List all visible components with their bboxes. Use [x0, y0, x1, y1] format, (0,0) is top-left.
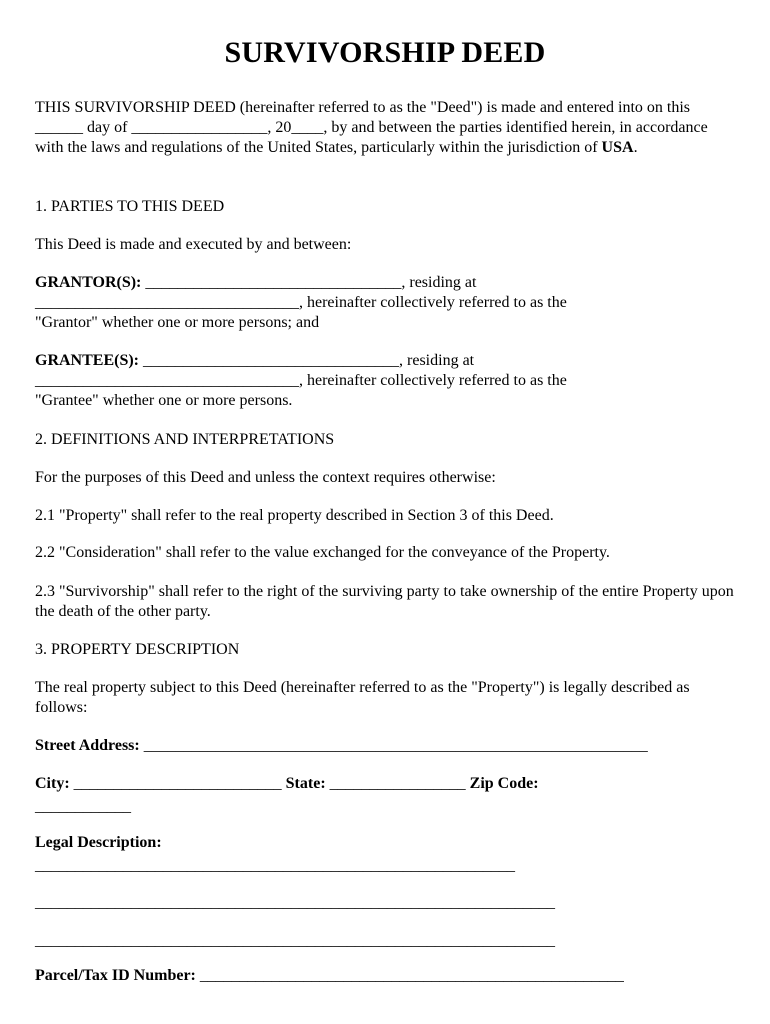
section2-heading: 2. DEFINITIONS AND INTERPRETATIONS — [35, 431, 335, 448]
parcel-tax-id-label: Parcel/Tax ID Number: — [35, 967, 196, 984]
grantor-label: GRANTOR(S): — [35, 274, 142, 291]
city-blank[interactable]: __________________________ — [69, 775, 286, 792]
intro-end: . — [633, 139, 638, 156]
parcel-tax-id-blank[interactable]: _____________________________________________________ — [195, 967, 624, 984]
definition-property: 2.1 "Property" shall refer to the real property described in Section 3 of this Deed. — [35, 507, 554, 524]
legal-description-label: Legal Description: — [35, 834, 162, 851]
section2-lead: For the purposes of this Deed and unless the context requires otherwise: — [35, 469, 496, 486]
definition-consideration: 2.2 "Consideration" shall refer to the value exchanged for the conveyance of the Property. — [35, 544, 610, 561]
street-address-blank[interactable]: _______________________________________________________________ — [139, 737, 648, 754]
state-blank[interactable]: _________________ — [325, 775, 470, 792]
document-title: SURVIVORSHIP DEED — [224, 36, 546, 69]
grantee-paragraph — [35, 351, 740, 411]
city-label: City: — [35, 775, 70, 792]
zip-code-label: Zip Code: — [469, 775, 539, 792]
grantor-paragraph — [35, 273, 740, 333]
section3-lead: The real property subject to this Deed (hereinafter referred to as the "Property") is legally described as follows: — [35, 679, 690, 716]
section1-lead: This Deed is made and executed by and between: — [35, 236, 352, 253]
street-address-field[interactable] — [35, 736, 740, 756]
street-address-label: Street Address: — [35, 737, 140, 754]
intro-text: THIS SURVIVORSHIP DEED (hereinafter referred to as the "Deed") is made and entered into on this ______ day of _________________, 20____, by and between the parties identified herein, in accordance with the laws and regulations of the United States, particularly within the jurisdiction of — [35, 99, 708, 156]
legal-description-line-3[interactable]: _________________________________________________________________ — [35, 932, 555, 949]
legal-description-line-1[interactable]: ____________________________________________________________ — [35, 857, 515, 874]
jurisdiction: USA — [601, 139, 634, 156]
parcel-tax-id-field[interactable] — [35, 966, 740, 986]
zip-code-blank[interactable]: ____________ — [35, 798, 131, 815]
legal-description-line-2[interactable]: _________________________________________________________________ — [35, 894, 555, 911]
grantee-label: GRANTEE(S): — [35, 352, 140, 369]
grantee-text: ________________________________, residing at _________________________________, hereinafter collectively referred to as the "Grantee" whether one or more persons. — [35, 352, 567, 409]
section1-heading: 1. PARTIES TO THIS DEED — [35, 198, 225, 215]
section3-heading: 3. PROPERTY DESCRIPTION — [35, 641, 240, 658]
state-label: State: — [285, 775, 326, 792]
city-state-zip-field — [35, 774, 740, 794]
definition-survivorship: 2.3 "Survivorship" shall refer to the right of the surviving party to take ownership of the entire Property upon the death of the other party. — [35, 583, 734, 620]
intro-paragraph — [35, 98, 740, 158]
grantor-text: ________________________________, residing at _________________________________, hereinafter collectively referred to as the "Grantor" whether one or more persons; and — [35, 274, 567, 331]
